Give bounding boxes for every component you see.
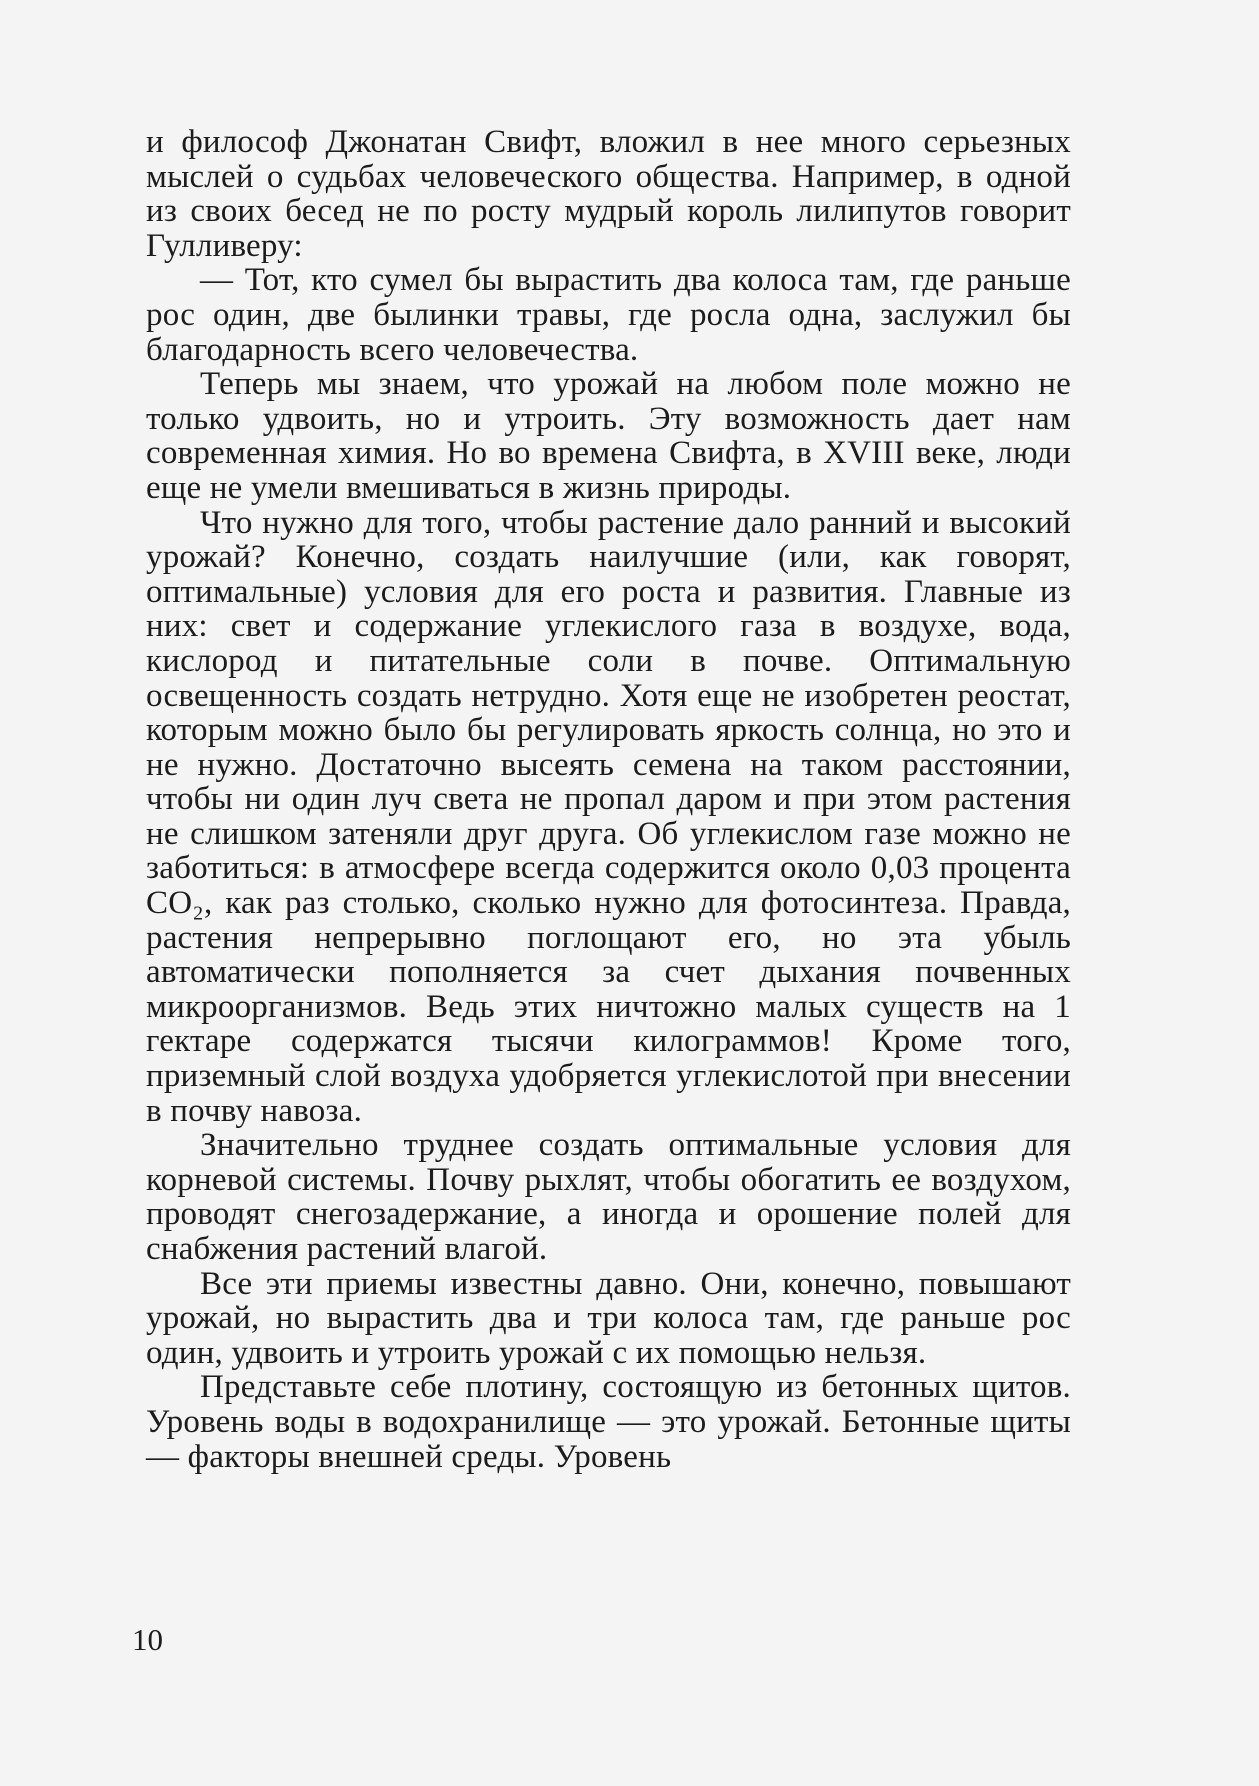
- page-number: 10: [132, 1622, 163, 1657]
- paragraph-swift-intro: и философ Джонатан Свифт, вложил в нее много серьезных мыслей о судьбах человеческого общества. Например, в одной из своих бесед не по росту мудрый король лилипутов говорит Гулливеру:: [146, 124, 1071, 264]
- paragraph-modern-chemistry: Теперь мы знаем, что урожай на любом поле можно не только удвоить, но и утроить. Эту возможность дает нам современная химия. Но во времена Свифта, в XVIII веке, люди еще не умели вмешиваться в жизнь природы.: [146, 366, 1071, 506]
- paragraph-dam-analogy: Представьте себе плотину, состоящую из бетонных щитов. Уровень воды в водохранилище — это урожай. Бетонные щиты — факторы внешней среды. Уровень: [146, 1369, 1071, 1475]
- paragraph-old-methods: Все эти приемы известны давно. Они, конечно, повышают урожай, но вырастить два и три колоса там, где раньше рос один, удвоить и утроить урожай с их помощью нельзя.: [146, 1265, 1071, 1371]
- paragraph-king-quote: — Тот, кто сумел бы вырастить два колоса там, где раньше рос один, две былинки травы, где росла одна, заслужил бы благодарность всего человечества.: [146, 262, 1071, 368]
- paragraph-root-system: Значительно труднее создать оптимальные условия для корневой системы. Почву рыхлят, чтобы обогатить ее воздухом, проводят снегозадержание, а иногда и орошение полей для снабжения растений влагой.: [146, 1127, 1071, 1267]
- paragraph-optimal-conditions: Что нужно для того, чтобы растение дало ранний и высокий урожай? Конечно, создать наилучшие (или, как говорят, оптимальные) условия для его роста и развития. Главные из них: свет и содержание углекислого газа в воздухе, вода, кислород и питательные соли в почве. Оптимальную освещенность создать нетрудно. Хотя еще не изобретен реостат, которым можно было бы регулировать яркость солнца, но это и не нужно. Достаточно высеять семена на таком расстоянии, чтобы ни один луч света не пропал даром и при этом растения не слишком затеняли друг друга. Об углекислом газе можно не заботиться: в атмосфере всегда содержится около 0,03 процента CO₂, как раз столько, сколько нужно для фотосинтеза. Правда, растения непрерывно поглощают его, но эта убыль автоматически пополняется за счет дыхания почвенных микроорганизмов. Ведь этих ничтожно малых существ на 1 гектаре содержатся тысячи килограммов! Кроме того, приземный слой воздуха удобряется углекислотой при внесении в почву навоза.: [146, 504, 1071, 1129]
- body-text: [146, 125, 1071, 1474]
